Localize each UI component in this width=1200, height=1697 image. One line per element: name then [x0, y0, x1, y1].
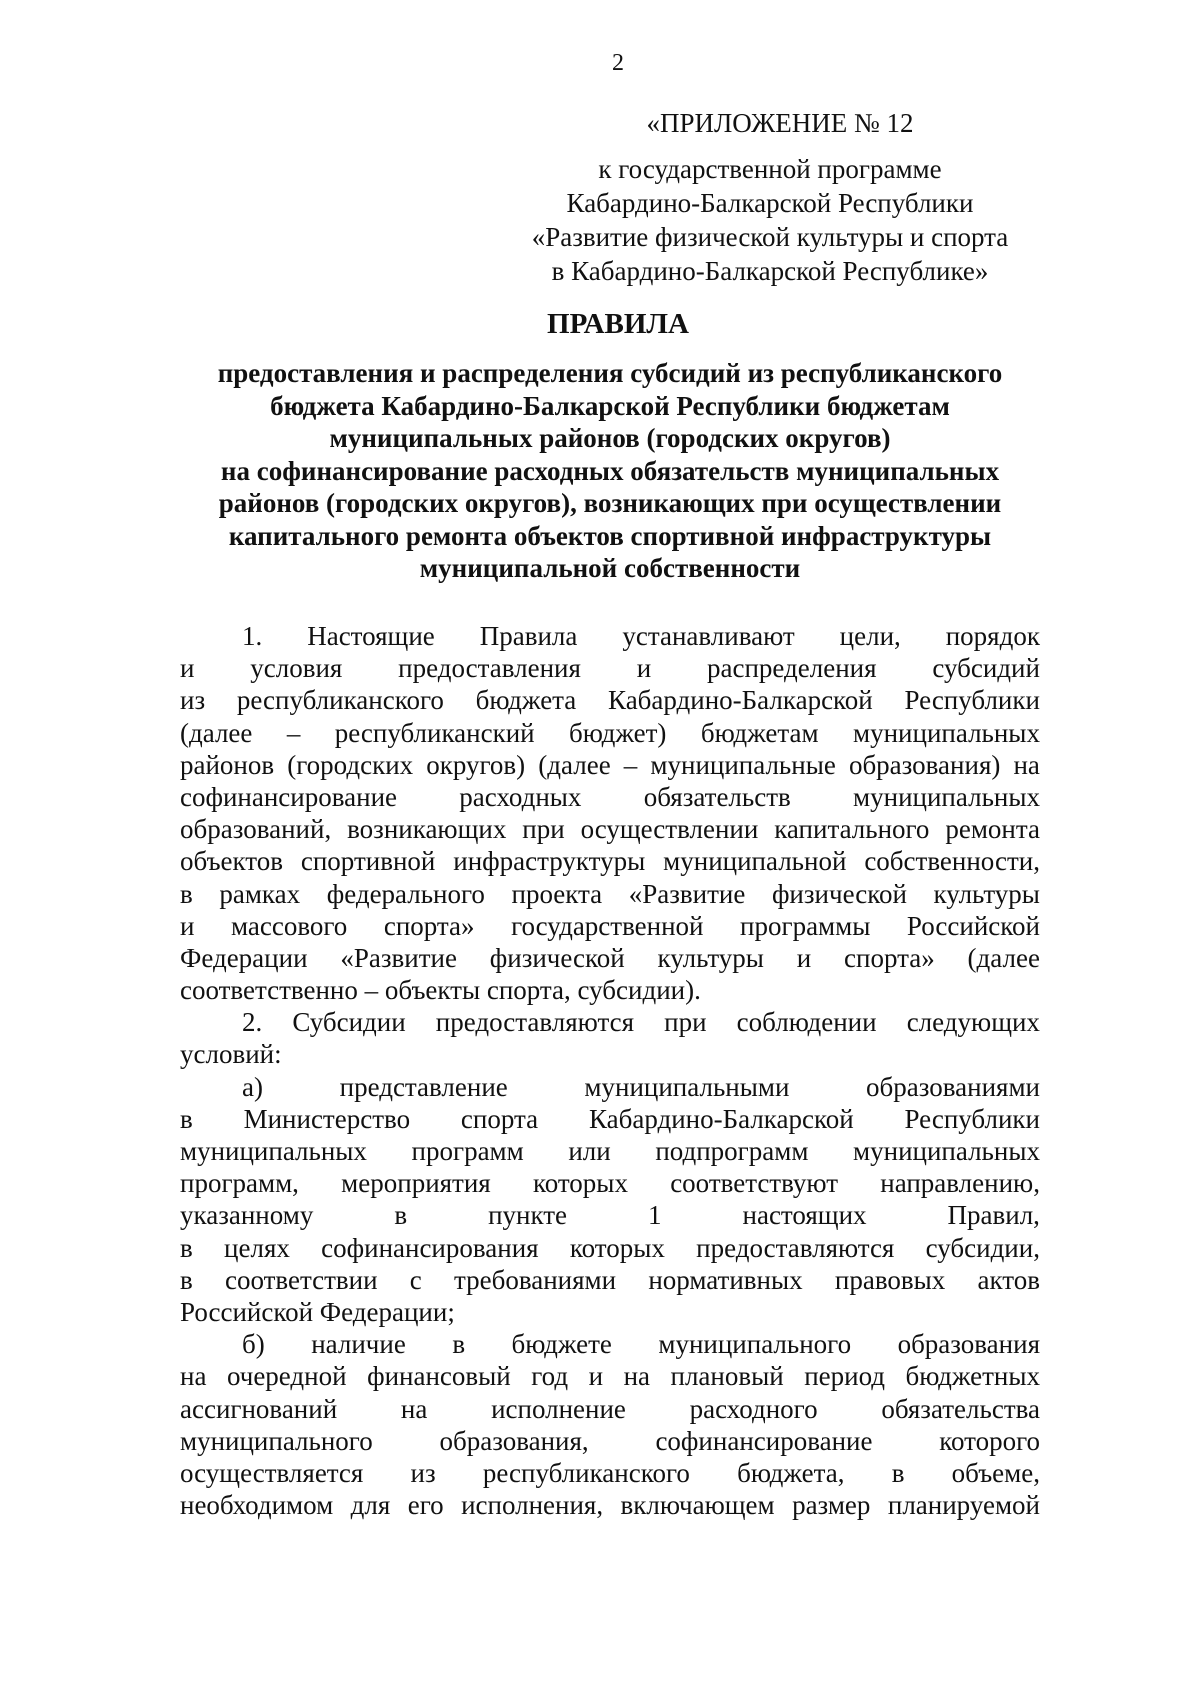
body-line — [180, 1360, 1040, 1392]
body-word: – — [286, 717, 301, 748]
appendix-title: «ПРИЛОЖЕНИЕ № 12 — [646, 108, 914, 138]
body-word: спорта» — [383, 910, 475, 941]
appendix-line: «Развитие физической культуры и спорта — [531, 222, 1009, 252]
subtitle-line: предоставления и распределения субсидий из республиканского — [217, 358, 1003, 388]
body-line-text: соответственно – объекты спорта, субсидии). — [180, 975, 701, 1006]
body-line — [180, 1135, 1040, 1167]
appendix-line: Кабардино-Балкарской Республики — [566, 188, 974, 218]
body-word: муниципальными — [584, 1071, 790, 1102]
body-word: исполнение — [491, 1393, 626, 1424]
body-word: распределения — [707, 653, 877, 684]
body-word: предоставляются — [435, 1007, 635, 1038]
body-word: осуществляется — [180, 1457, 364, 1488]
body-line — [180, 813, 1040, 845]
body-line — [180, 1038, 1040, 1070]
body-line — [180, 1071, 1040, 1103]
body-word: или — [568, 1136, 611, 1166]
body-word: округов) — [426, 749, 526, 780]
body-word: проекта — [511, 878, 603, 909]
body-line — [180, 942, 1040, 974]
body-line — [180, 1328, 1040, 1360]
body-word: и — [796, 942, 812, 973]
body-word: размер — [792, 1490, 871, 1521]
body-word: муниципальные — [650, 749, 836, 780]
body-word: (далее — [967, 942, 1040, 973]
body-word: целях — [224, 1232, 290, 1263]
body-word: субсидий — [932, 653, 1040, 684]
body-word: следующих — [906, 1007, 1040, 1038]
body-word: государственной — [511, 910, 704, 941]
body-word: предоставления — [398, 653, 581, 684]
body-word: в — [180, 1232, 193, 1263]
body-word: актов — [977, 1264, 1040, 1295]
document-subtitle — [170, 357, 1050, 585]
body-word: бюджетных — [905, 1361, 1040, 1392]
body-word: муниципальных — [853, 781, 1040, 812]
body-word: собственности, — [864, 846, 1040, 877]
body-line — [180, 717, 1040, 749]
body-word: образованиями — [866, 1071, 1040, 1102]
body-word: устанавливают — [622, 621, 795, 651]
body-word: которых — [569, 1232, 665, 1263]
body-word: программ, — [180, 1168, 299, 1199]
body-word: республиканского — [236, 685, 444, 716]
body-word: на — [180, 1361, 207, 1392]
body-word: требованиями — [454, 1264, 617, 1295]
body-word: – — [623, 749, 638, 780]
body-word: программы — [740, 910, 871, 941]
body-word: включающем — [620, 1490, 775, 1521]
body-word: на — [623, 1361, 650, 1392]
body-word: и — [180, 910, 195, 941]
body-word: б) — [242, 1329, 265, 1360]
body-word: спортивной — [300, 846, 436, 877]
body-word: наличие — [311, 1329, 406, 1360]
body-word: направлению, — [880, 1168, 1040, 1199]
body-word: спорта» — [844, 942, 935, 973]
body-word: пункте — [488, 1200, 568, 1231]
body-word: в — [394, 1200, 408, 1231]
body-word: Федерации — [180, 942, 308, 973]
body-line — [180, 749, 1040, 781]
body-word: предоставляются — [696, 1232, 895, 1263]
body-word: из — [180, 685, 206, 716]
body-word: с — [409, 1264, 422, 1295]
body-word: объеме, — [951, 1457, 1040, 1488]
body-word: муниципальных — [180, 1136, 367, 1166]
body-word: настоящих — [742, 1200, 867, 1231]
body-word: бюджета, — [737, 1457, 845, 1488]
body-line — [180, 1264, 1040, 1296]
body-word: очередной — [226, 1361, 347, 1392]
body-word: и — [180, 653, 195, 684]
body-word: цели, — [839, 621, 901, 651]
body-word: соответствуют — [670, 1168, 839, 1199]
body-word: республиканского — [482, 1457, 690, 1488]
body-line — [180, 878, 1040, 910]
body-word: при — [522, 814, 565, 845]
subtitle-line: муниципальных районов (городских округов) — [329, 423, 891, 453]
body-line — [180, 620, 1040, 652]
body-word: софинансирования — [321, 1232, 539, 1263]
body-word: на — [400, 1393, 428, 1424]
body-word: которого — [939, 1425, 1040, 1456]
body-line — [180, 845, 1040, 877]
body-line — [180, 1296, 1040, 1328]
body-word: расходного — [689, 1393, 818, 1424]
body-word: образования) — [848, 749, 1001, 780]
body-word: спорта — [460, 1103, 539, 1134]
body-word: и — [636, 653, 652, 684]
body-word: Республики — [904, 685, 1040, 716]
body-word: в — [180, 1103, 193, 1134]
body-word: Правил, — [947, 1200, 1040, 1231]
body-word: культуры — [657, 942, 764, 973]
body-word: федерального — [326, 878, 485, 909]
body-line — [180, 684, 1040, 716]
body-word: период — [804, 1361, 886, 1392]
body-word: соблюдении — [736, 1007, 877, 1038]
body-word: 2. — [242, 1007, 263, 1038]
body-word: Кабардино-Балкарской — [608, 685, 873, 716]
body-word: в — [452, 1329, 466, 1360]
body-word: муниципальных — [853, 717, 1040, 748]
body-word: нормативных — [648, 1264, 803, 1295]
body-text — [180, 620, 1040, 1521]
body-word: инфраструктуры — [453, 846, 646, 877]
body-word: республиканский — [334, 717, 535, 748]
body-word: обязательств — [643, 781, 791, 812]
body-word: ремонта — [945, 814, 1040, 845]
body-word: год — [531, 1361, 569, 1392]
subtitle-line: муниципальной собственности — [419, 553, 801, 583]
body-word: физической — [489, 942, 625, 973]
body-word: софинансирование — [180, 781, 398, 812]
body-line — [180, 910, 1040, 942]
body-word: Российской — [906, 910, 1040, 941]
body-word: Республики — [904, 1103, 1040, 1134]
body-word: в — [180, 1264, 193, 1295]
body-word: муниципальных — [853, 1136, 1040, 1166]
appendix-reference — [520, 152, 1020, 288]
body-line — [180, 781, 1040, 813]
body-line — [180, 1006, 1040, 1038]
body-word: плановый — [670, 1361, 784, 1392]
body-line — [180, 1457, 1040, 1489]
body-line — [180, 652, 1040, 684]
body-word: бюджетам — [700, 717, 819, 748]
body-word: финансовый — [367, 1361, 511, 1392]
body-word: 1. — [242, 621, 263, 651]
body-word: (городских — [287, 749, 414, 780]
body-word: соответствии — [224, 1264, 378, 1295]
body-word: расходных — [459, 781, 582, 812]
subtitle-line: на софинансирование расходных обязательств муниципальных — [220, 455, 1000, 486]
body-word: «Развитие — [340, 942, 457, 973]
body-line — [180, 1489, 1040, 1521]
body-word: Субсидии — [292, 1007, 406, 1038]
body-word: субсидии, — [925, 1232, 1040, 1263]
body-word: Кабардино-Балкарской — [588, 1103, 854, 1134]
body-word: обязательства — [881, 1393, 1040, 1424]
body-word: для — [350, 1490, 391, 1521]
body-word: «Развитие — [628, 878, 746, 909]
body-word: порядок — [945, 621, 1040, 651]
body-word: (далее — [538, 749, 611, 780]
appendix-line: в Кабардино-Балкарской Республике» — [551, 256, 989, 286]
body-line — [180, 1232, 1040, 1264]
body-word: Настоящие — [307, 621, 435, 651]
body-line — [180, 1425, 1040, 1457]
subtitle-line: районов (городских округов), возникающих при осуществлении — [218, 488, 1002, 518]
body-word: его — [407, 1490, 444, 1521]
body-word: 1 — [648, 1200, 662, 1231]
body-word: образования, — [439, 1425, 589, 1456]
appendix-line: к государственной программе — [598, 154, 942, 184]
body-word: бюджет) — [569, 717, 667, 748]
body-word: а) — [242, 1071, 263, 1102]
body-word: массового — [230, 910, 348, 941]
body-word: Правила — [479, 621, 578, 651]
body-word: объектов — [180, 846, 283, 877]
body-word: исполнения, — [461, 1490, 604, 1521]
document-title: ПРАВИЛА — [547, 308, 689, 340]
body-word: которых — [532, 1168, 628, 1199]
body-word: мероприятия — [341, 1168, 491, 1199]
body-word: указанному — [180, 1200, 314, 1231]
body-line-text: Российской Федерации; — [180, 1296, 455, 1327]
body-word: представление — [339, 1071, 508, 1102]
body-word: рамках — [219, 878, 301, 909]
body-word: осуществлении — [580, 814, 759, 845]
body-word: муниципальной — [663, 846, 847, 877]
body-word: бюджета — [475, 685, 577, 716]
body-word: условия — [250, 653, 343, 684]
body-word: возникающих — [347, 814, 507, 845]
body-line — [180, 1199, 1040, 1231]
body-word: программ — [411, 1136, 524, 1166]
body-word: на — [1013, 749, 1040, 780]
body-word: капитального — [774, 814, 930, 845]
body-word: (далее — [180, 717, 253, 748]
body-word: планируемой — [887, 1490, 1040, 1521]
body-word: бюджете — [511, 1329, 612, 1360]
body-line — [180, 974, 1040, 1006]
body-line-text: условий: — [180, 1039, 282, 1070]
body-line — [180, 1103, 1040, 1135]
body-word: Министерство — [243, 1103, 411, 1134]
body-word: ассигнований — [180, 1393, 338, 1424]
body-word: подпрограмм — [655, 1136, 809, 1166]
body-word: и — [588, 1361, 604, 1392]
body-word: культуры — [933, 878, 1040, 909]
body-word: необходимом — [180, 1490, 334, 1521]
body-word: из — [410, 1457, 436, 1488]
body-word: софинансирование — [655, 1425, 873, 1456]
body-word: в — [180, 878, 193, 909]
body-word: районов — [180, 749, 275, 780]
body-word: муниципального — [180, 1425, 373, 1456]
subtitle-line: бюджета Кабардино-Балкарской Республики бюджетам — [270, 390, 950, 421]
body-word: образований, — [180, 814, 332, 845]
body-word: муниципального — [658, 1329, 852, 1360]
body-word: при — [664, 1007, 707, 1038]
body-word: в — [891, 1457, 905, 1488]
body-word: образования — [897, 1329, 1040, 1360]
body-line — [180, 1393, 1040, 1425]
page-number: 2 — [612, 50, 624, 76]
body-line — [180, 1167, 1040, 1199]
body-word: физической — [771, 878, 907, 909]
body-word: правовых — [834, 1264, 946, 1295]
subtitle-line: капитального ремонта объектов спортивной инфраструктуры — [228, 520, 992, 551]
